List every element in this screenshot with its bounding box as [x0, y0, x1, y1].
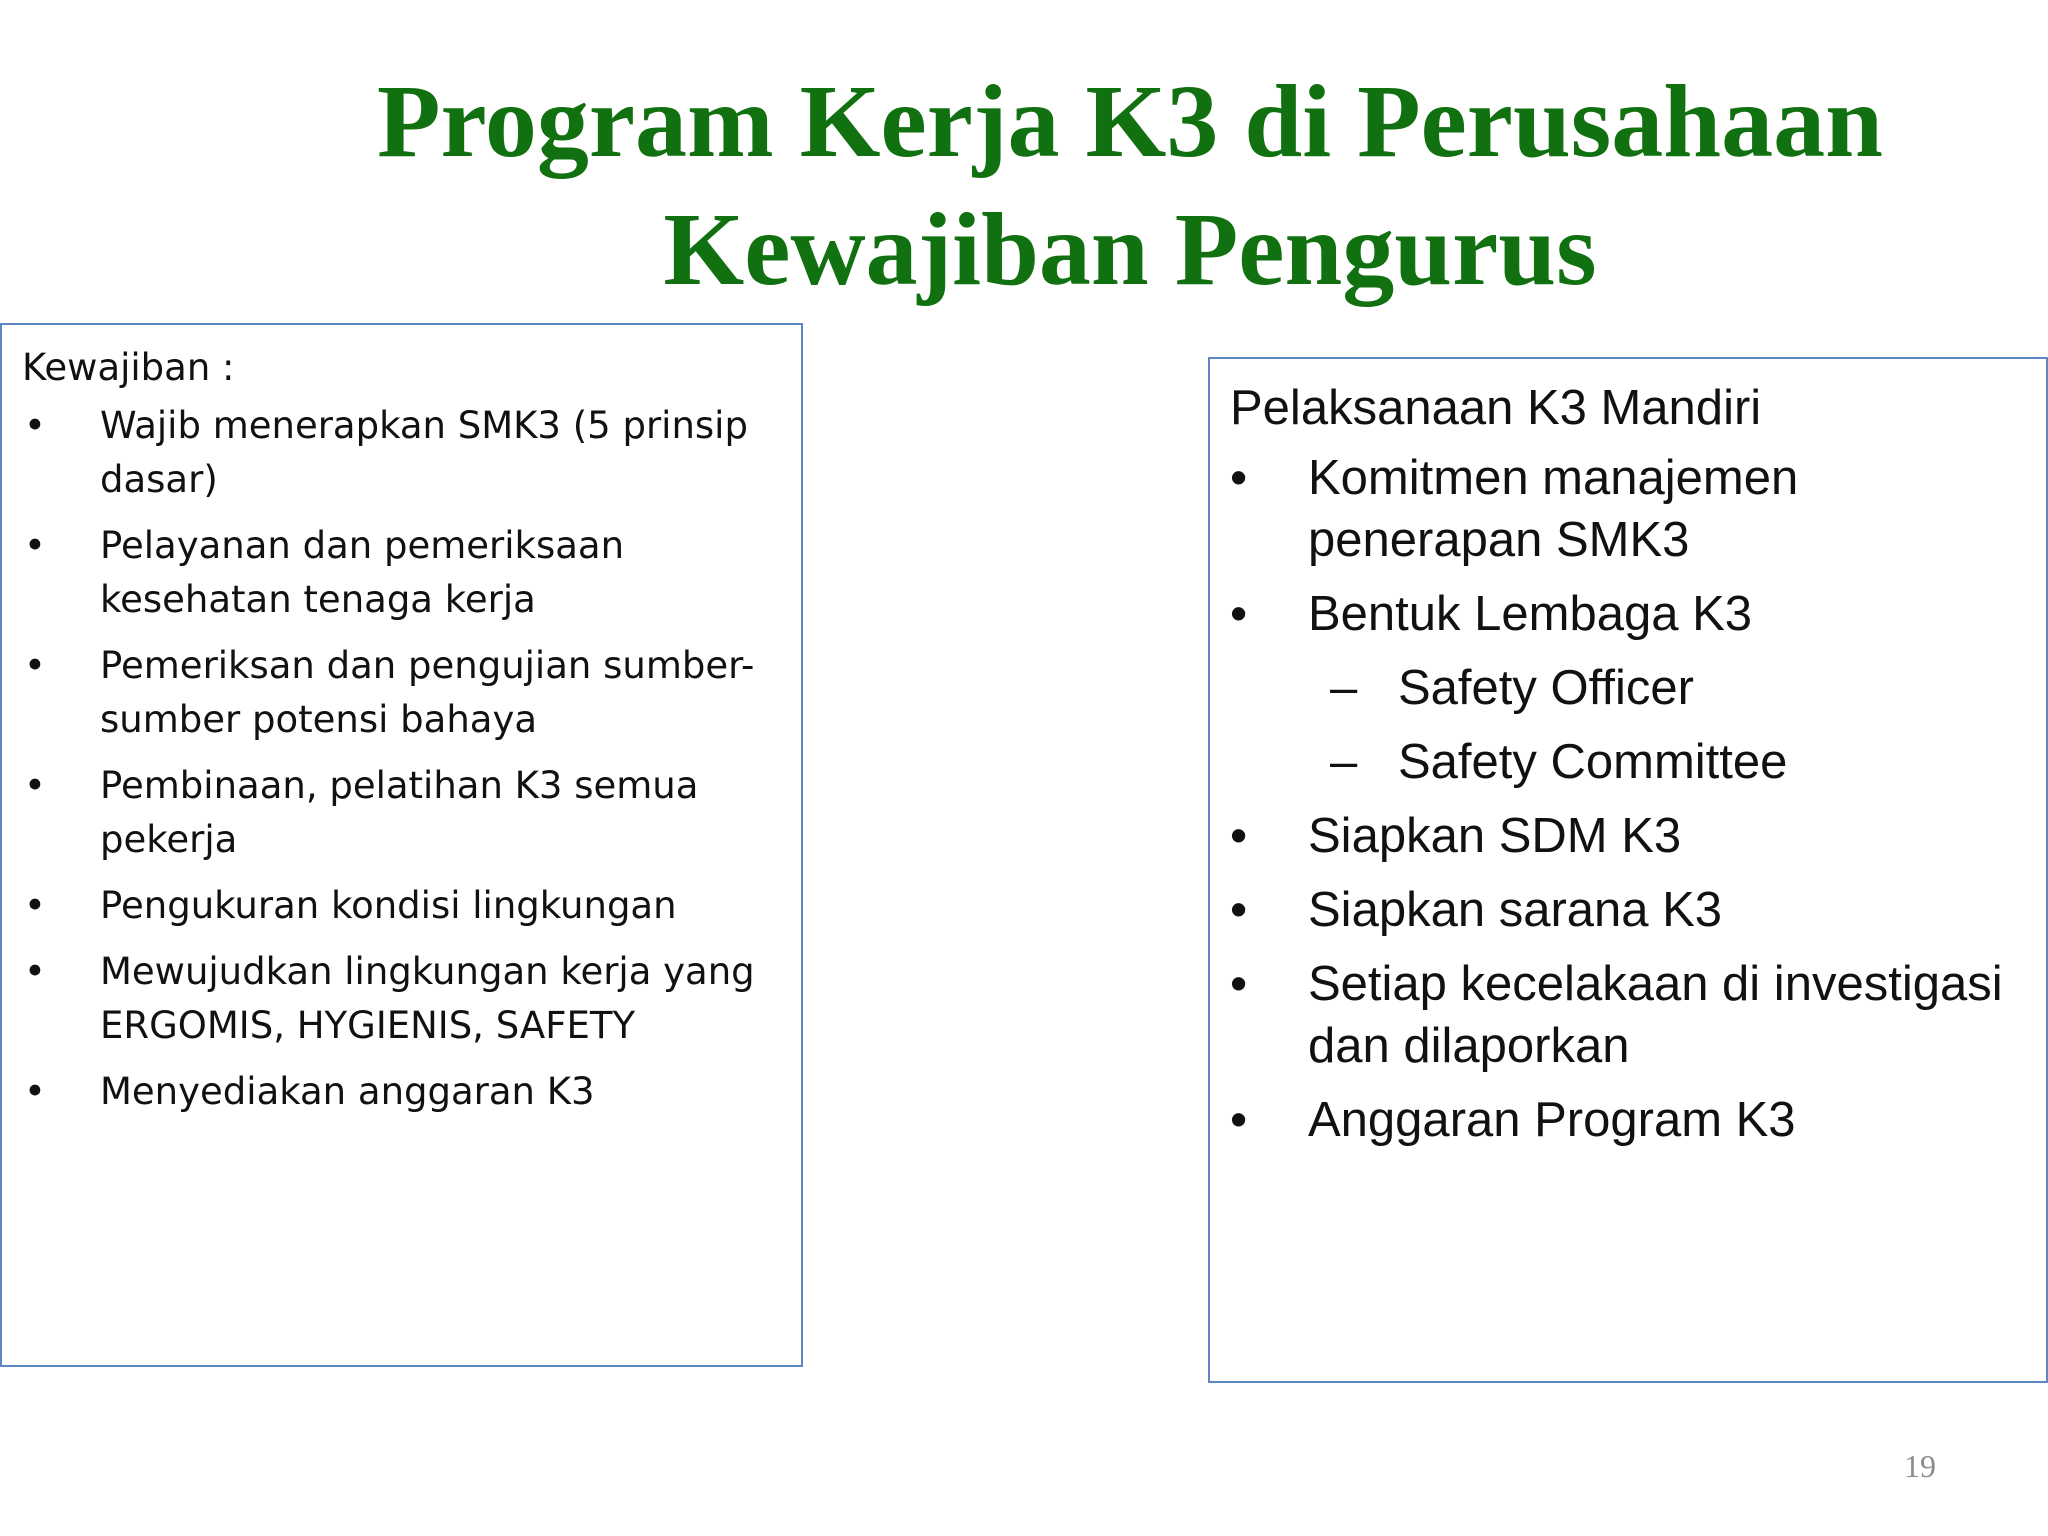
kewajiban-heading: Kewajiban : — [22, 346, 235, 389]
list-item-text: Wajib menerapkan SMK3 (5 prinsip dasar) — [100, 404, 748, 501]
pelaksanaan-heading: Pelaksanaan K3 Mandiri — [1230, 381, 1762, 435]
list-item — [22, 879, 779, 933]
list-item — [22, 1065, 779, 1119]
list-item-text: Pemeriksan dan pengujian sumber-sumber potensi bahaya — [100, 644, 755, 741]
list-item-text: Bentuk Lembaga K3 — [1308, 587, 1753, 641]
bullet-icon: • — [24, 764, 46, 807]
page-number: 19 — [1904, 1448, 1936, 1484]
list-item — [22, 639, 779, 747]
slide-title-line-1: Program Kerja K3 di Perusahaan — [377, 64, 1883, 179]
kewajiban-box — [0, 323, 803, 1367]
sub-list-item — [1230, 657, 2026, 719]
bullet-icon: • — [1230, 809, 1248, 863]
list-item-text: Siapkan SDM K3 — [1308, 809, 1682, 863]
slide-title-line-2: Kewajiban Pengurus — [663, 192, 1597, 307]
bullet-icon: • — [1230, 587, 1248, 641]
list-item — [1230, 953, 2026, 1077]
list-item — [1230, 879, 2026, 941]
list-item-text: Setiap kecelakaan di investigasi dan dilaporkan — [1308, 957, 2003, 1073]
list-item-text: Safety Officer — [1398, 661, 1694, 715]
list-item-text: Mewujudkan lingkungan kerja yang ERGOMIS, HYGIENIS, SAFETY — [100, 950, 755, 1047]
dash-icon: – — [1330, 661, 1358, 715]
bullet-icon: • — [24, 524, 46, 567]
sub-list-item — [1230, 731, 2026, 793]
bullet-icon: • — [24, 950, 46, 993]
list-item-text: Pelayanan dan pemeriksaan kesehatan tenaga kerja — [100, 524, 625, 621]
pelaksanaan-list — [1230, 447, 2026, 1151]
list-item — [1230, 583, 2026, 645]
bullet-icon: • — [24, 1070, 46, 1113]
list-item — [22, 399, 779, 507]
list-item-text: Siapkan sarana K3 — [1308, 883, 1723, 937]
list-item-text: Safety Committee — [1398, 735, 1788, 789]
list-item — [22, 759, 779, 867]
bullet-icon: • — [1230, 957, 1248, 1011]
list-item-text: Pembinaan, pelatihan K3 semua pekerja — [100, 764, 699, 861]
list-item-text: Komitmen manajemen penerapan SMK3 — [1308, 451, 1799, 567]
list-item — [1230, 447, 2026, 571]
list-item-text: Anggaran Program K3 — [1308, 1093, 1796, 1147]
dash-icon: – — [1330, 735, 1358, 789]
list-item — [22, 519, 779, 627]
list-item — [1230, 805, 2026, 867]
bullet-icon: • — [24, 404, 46, 447]
pelaksanaan-box — [1208, 357, 2048, 1383]
bullet-icon: • — [24, 884, 46, 927]
slide-title — [340, 58, 1920, 314]
kewajiban-list — [22, 399, 779, 1119]
bullet-icon: • — [24, 644, 46, 687]
bullet-icon: • — [1230, 451, 1248, 505]
list-item — [22, 945, 779, 1053]
list-item-text: Menyediakan anggaran K3 — [100, 1070, 595, 1113]
bullet-icon: • — [1230, 1093, 1248, 1147]
bullet-icon: • — [1230, 883, 1248, 937]
list-item-text: Pengukuran kondisi lingkungan — [100, 884, 677, 927]
list-item — [1230, 1089, 2026, 1151]
